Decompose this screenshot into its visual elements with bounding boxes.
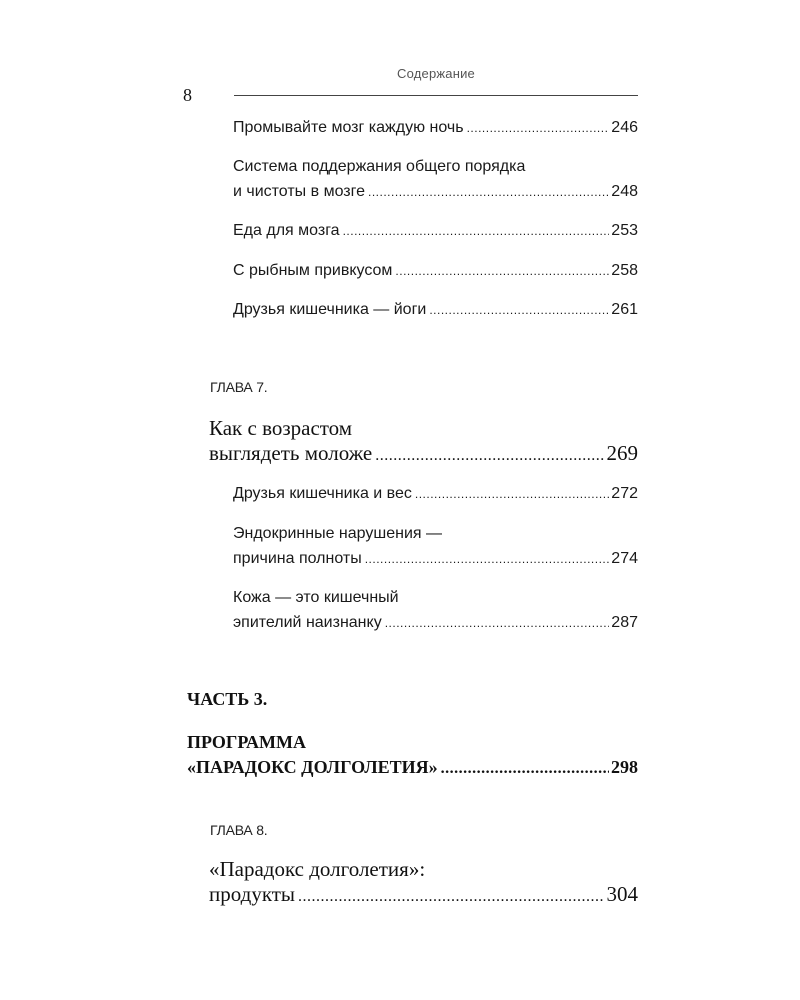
toc-entry-page: 261 (611, 301, 638, 318)
toc-entry-title: Эндокринные нарушения — (233, 525, 442, 542)
toc-entry-title-cont: и чистоты в мозге (233, 183, 366, 200)
toc-entry-title: Друзья кишечника и вес (233, 485, 412, 502)
toc-entry-title: Еда для мозга (233, 222, 340, 239)
toc-entry-title: Кожа — это кишечный (233, 589, 399, 606)
toc-entry-title: Система поддержания общего порядка (233, 158, 526, 175)
toc-entry-gut-weight[interactable] (233, 481, 638, 507)
toc-line (209, 857, 638, 882)
dot-leader (395, 259, 609, 284)
toc-entry-chapter-7[interactable] (209, 416, 638, 468)
dot-leader (298, 884, 604, 909)
dot-leader (441, 756, 609, 781)
toc-entry-brain-food[interactable] (233, 218, 638, 244)
part-3-label: ЧАСТЬ 3. (187, 689, 268, 709)
toc-line (233, 258, 638, 284)
toc-line (209, 882, 638, 909)
toc-entry-page: 272 (611, 485, 638, 502)
part-page: 298 (611, 757, 638, 777)
toc-line (233, 218, 638, 244)
toc-line (233, 610, 638, 636)
toc-line (233, 481, 638, 507)
chapter-page: 304 (606, 882, 638, 906)
toc-line (209, 416, 638, 441)
toc-line (209, 441, 638, 468)
dot-leader (375, 443, 604, 468)
toc-entry-fish-taste[interactable] (233, 258, 638, 284)
dot-leader (429, 298, 609, 323)
chapter-page: 269 (606, 441, 638, 465)
toc-entry-title: С рыбным привкусом (233, 262, 393, 279)
toc-entry-page: 248 (611, 183, 638, 200)
running-head: Содержание (397, 66, 475, 81)
toc-entry-title: Промывайте мозг каждую ночь (233, 119, 464, 136)
toc-entry-brain-order[interactable] (233, 154, 638, 205)
toc-entry-title-cont: эпителий наизнанку (233, 614, 382, 631)
toc-entry-page: 246 (611, 119, 638, 136)
toc-entry-title: Друзья кишечника — йоги (233, 301, 427, 318)
chapter-7-label: ГЛАВА 7. (210, 379, 268, 395)
toc-line (233, 546, 638, 572)
toc-entry-page: 258 (611, 262, 638, 279)
toc-entry-title-cont: причина полноты (233, 550, 362, 567)
toc-entry-part-3[interactable] (187, 730, 638, 781)
toc-entry-endocrine[interactable] (233, 521, 638, 572)
toc-line (187, 755, 638, 781)
header-rule (234, 95, 638, 96)
toc-line (233, 179, 638, 205)
part-title-cont: «ПАРАДОКС ДОЛГОЛЕТИЯ» (187, 757, 438, 777)
toc-entry-page: 287 (611, 614, 638, 631)
toc-entry-page: 274 (611, 550, 638, 567)
toc-entry-skin[interactable] (233, 585, 638, 636)
chapter-title: Как с возрастом (209, 416, 353, 440)
dot-leader (385, 611, 610, 636)
chapter-title-cont: выглядеть моложе (209, 441, 373, 465)
dot-leader (415, 482, 609, 507)
chapter-title-cont: продукты (209, 882, 296, 906)
toc-line (233, 585, 638, 610)
dot-leader (467, 116, 610, 141)
toc-line (233, 297, 638, 323)
chapter-8-label: ГЛАВА 8. (210, 822, 268, 838)
toc-line (187, 730, 638, 755)
toc-entry-yogis[interactable] (233, 297, 638, 323)
toc-entry-brain-wash[interactable] (233, 115, 638, 141)
toc-line (233, 521, 638, 546)
toc-line (233, 115, 638, 141)
toc-line (233, 154, 638, 179)
dot-leader (368, 180, 609, 205)
toc-entry-chapter-8[interactable] (209, 857, 638, 909)
page-number: 8 (183, 85, 192, 105)
chapter-title: «Парадокс долголетия»: (209, 857, 426, 881)
toc-entry-page: 253 (611, 222, 638, 239)
dot-leader (343, 219, 610, 244)
part-title: ПРОГРАММА (187, 732, 307, 752)
dot-leader (365, 547, 610, 572)
